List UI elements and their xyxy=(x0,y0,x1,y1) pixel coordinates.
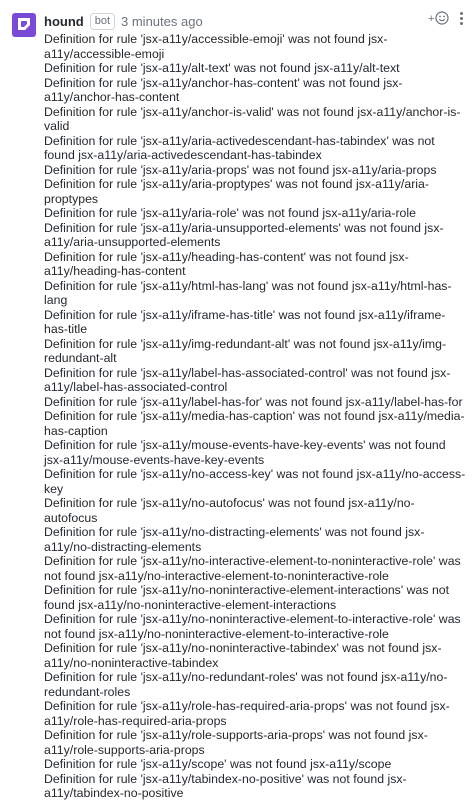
lint-message: Definition for rule 'jsx-a11y/alt-text' was not found jsx-a11y/alt-text xyxy=(44,61,400,75)
lint-message: Definition for rule 'jsx-a11y/no-noninteractive-element-interactions' was not found jsx-a11y/no-noninteractive-element-interactions xyxy=(44,583,450,612)
lint-message: Definition for rule 'jsx-a11y/role-has-required-aria-props' was not found jsx-a11y/role-has-required-aria-props xyxy=(44,699,450,728)
lint-message: Definition for rule 'jsx-a11y/aria-props' was not found jsx-a11y/aria-props xyxy=(44,162,437,177)
comment-author[interactable]: hound xyxy=(44,13,84,29)
comment-timestamp[interactable]: 3 minutes ago xyxy=(121,13,203,29)
lint-message: Definition for rule 'jsx-a11y/media-has-caption' was not found jsx-a11y/media-has-caption xyxy=(44,409,465,438)
lint-message: Definition for rule 'jsx-a11y/aria-role' was not found jsx-a11y/aria-role xyxy=(44,206,416,220)
lint-message: Definition for rule 'jsx-a11y/iframe-has-title' was not found jsx-a11y/iframe-has-title xyxy=(44,307,446,336)
lint-message: Definition for rule 'jsx-a11y/scope' was not found jsx-a11y/scope xyxy=(44,757,392,771)
lint-message: Definition for rule 'jsx-a11y/accessible-emoji' was not found jsx-a11y/accessible-emoji xyxy=(44,32,388,61)
kebab-icon xyxy=(460,12,463,15)
lint-message: Definition for rule 'jsx-a11y/anchor-has-content' was not found jsx-a11y/anchor-has-content xyxy=(44,75,403,104)
lint-message: Definition for rule 'jsx-a11y/no-noninteractive-element-to-interactive-role' was not found jsx-a11y/no-noninteractive-element-to-interactive-role xyxy=(44,612,461,641)
comment-actions xyxy=(428,10,468,26)
comment-body xyxy=(44,32,468,801)
lint-message: Definition for rule 'jsx-a11y/img-redundant-alt' was not found jsx-a11y/img-redundant-alt xyxy=(44,336,447,365)
comment-header xyxy=(44,12,203,30)
lint-message: Definition for rule 'jsx-a11y/no-autofocus' was not found jsx-a11y/no-autofocus xyxy=(44,496,415,525)
lint-message: Definition for rule 'jsx-a11y/no-noninteractive-tabindex' was not found jsx-a11y/no-noninteractive-tabindex xyxy=(44,641,442,670)
lint-message: Definition for rule 'jsx-a11y/no-access-key' was not found jsx-a11y/no-access-key xyxy=(44,467,466,496)
lint-message: Definition for rule 'jsx-a11y/anchor-is-valid' was not found jsx-a11y/anchor-is-valid xyxy=(44,104,461,133)
lint-message: Definition for rule 'jsx-a11y/html-has-lang' was not found jsx-a11y/html-has-lang xyxy=(44,278,452,307)
lint-message: Definition for rule 'jsx-a11y/mouse-events-have-key-events' was not found jsx-a11y/mouse-events-have-key-events xyxy=(44,438,446,467)
hound-bot-avatar[interactable] xyxy=(12,13,36,37)
more-options-button[interactable] xyxy=(454,10,468,26)
lint-message: Definition for rule 'jsx-a11y/aria-activedescendant-has-tabindex' was not found jsx-a11y/aria-activedescendant-has-tabindex xyxy=(44,133,435,162)
lint-message: Definition for rule 'jsx-a11y/no-interactive-element-to-noninteractive-role' was not found jsx-a11y/no-interactive-element-to-noninteractive-role xyxy=(44,554,461,583)
lint-message: Definition for rule 'jsx-a11y/label-has-for' was not found jsx-a11y/label-has-for xyxy=(44,394,463,409)
smiley-plus-icon xyxy=(428,10,450,26)
lint-message: Definition for rule 'jsx-a11y/no-redundant-roles' was not found jsx-a11y/no-redundant-roles xyxy=(44,670,448,699)
lint-message: Definition for rule 'jsx-a11y/aria-unsupported-elements' was not found jsx-a11y/aria-unsupported-elements xyxy=(44,220,444,249)
lint-message: Definition for rule 'jsx-a11y/role-supports-aria-props' was not found jsx-a11y/role-supports-aria-props xyxy=(44,728,428,757)
lint-message: Definition for rule 'jsx-a11y/heading-has-content' was not found jsx-a11y/heading-has-content xyxy=(44,249,409,278)
svg-text:+: + xyxy=(428,13,435,25)
add-reaction-button[interactable] xyxy=(428,10,450,26)
lint-message: Definition for rule 'jsx-a11y/no-distracting-elements' was not found jsx-a11y/no-distracting-elements xyxy=(44,525,425,554)
bot-badge: bot xyxy=(90,13,115,30)
lint-message: Definition for rule 'jsx-a11y/aria-proptypes' was not found jsx-a11y/aria-proptypes xyxy=(44,177,429,206)
lint-message: Definition for rule 'jsx-a11y/tabindex-no-positive' was not found jsx-a11y/tabindex-no-positive xyxy=(44,771,407,800)
lint-message: Definition for rule 'jsx-a11y/label-has-associated-control' was not found jsx-a11y/label-has-associated-control xyxy=(44,365,451,394)
